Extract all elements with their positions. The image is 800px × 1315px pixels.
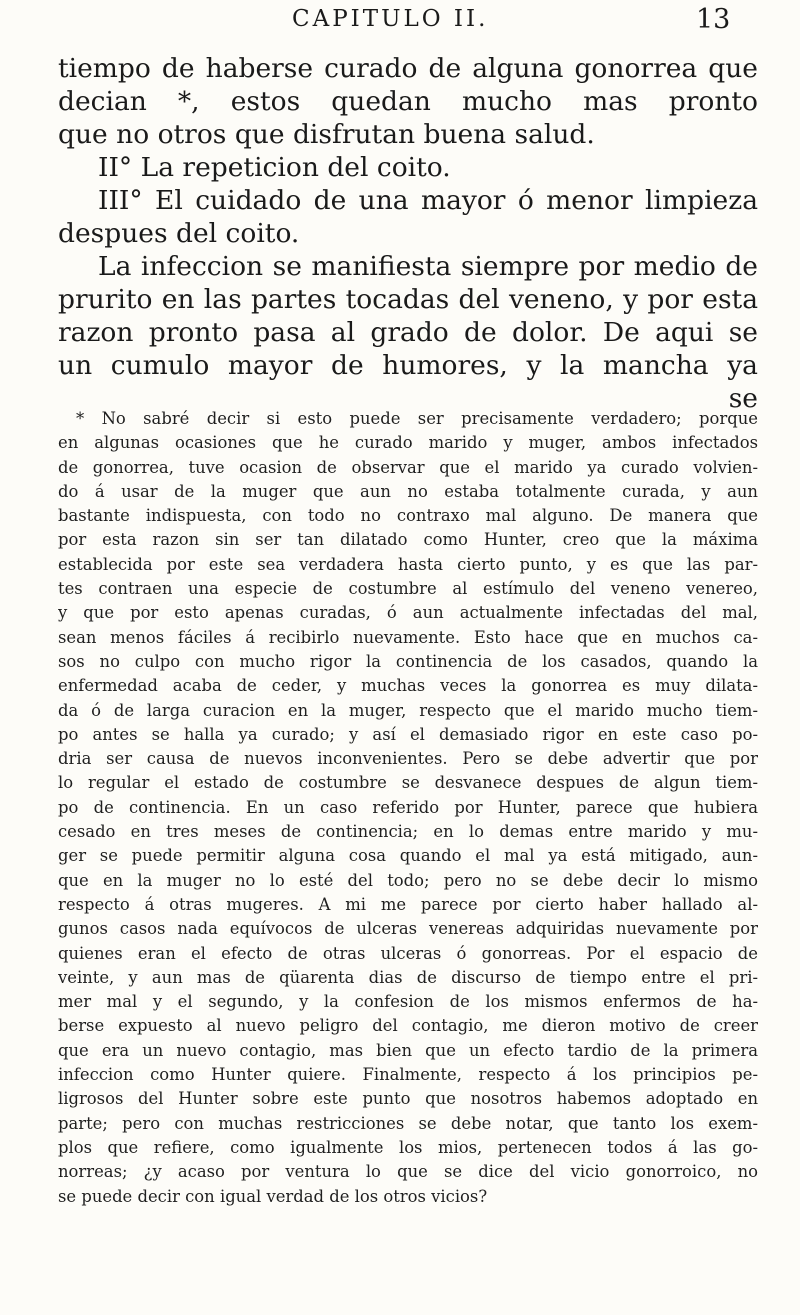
footnote-line: se puede decir con igual verdad de los otros vicios?: [58, 1186, 488, 1206]
text-line: tiempo de haberse curado de alguna gonorrea que: [58, 53, 758, 84]
text-line: prurito en las partes tocadas del veneno, y por esta: [58, 284, 758, 315]
footnote-line: y que por esto apenas curadas, ó aun actualmente infectadas del mal,: [58, 603, 758, 623]
text-line: II° La repeticion del coito.: [98, 152, 451, 183]
footnote-line: plos que refiere, como igualmente los mios, pertenecen todos á las go-: [58, 1137, 758, 1157]
footnote-line: parte; pero con muchas restricciones se debe notar, que tanto los exem-: [58, 1113, 758, 1133]
footnote-line: infeccion como Hunter quiere. Finalmente, respecto á los principios pe-: [58, 1065, 758, 1085]
text-line: despues del coito.: [58, 218, 300, 249]
main-text-body: [58, 52, 758, 415]
footnote-line: do á usar de la muger que aun no estaba totalmente curada, y aun: [58, 481, 758, 501]
footnote-line: * No sabré decir si esto puede ser precisamente verdadero; porque: [76, 409, 758, 428]
footnote-line: po de continencia. En un caso referido por Hunter, parece que hubiera: [58, 797, 758, 817]
footnote-line: norreas; ¿y acaso por ventura lo que se dice del vicio gonorroico, no: [58, 1162, 758, 1182]
text-line: La infeccion se manifiesta siempre por medio de: [98, 251, 758, 282]
footnote-line: cesado en tres meses de continencia; en lo demas entre marido y mu-: [58, 822, 758, 842]
footnote-line: lo regular el estado de costumbre se desvanece despues de algun tiem-: [58, 773, 758, 793]
footnote-line: establecida por este sea verdadera hasta cierto punto, y es que las par-: [58, 554, 758, 574]
footnote-line: tes contraen una especie de costumbre al estímulo del veneno venereo,: [58, 579, 758, 599]
footnote-line: ligrosos del Hunter sobre este punto que nosotros habemos adoptado en: [58, 1089, 758, 1109]
page-number: 13: [696, 4, 731, 35]
footnote-line: que era un nuevo contagio, mas bien que un efecto tardio de la primera: [58, 1040, 758, 1060]
running-head: CAPITULO II.: [292, 6, 489, 32]
text-line: III° El cuidado de una mayor ó menor limpieza: [98, 185, 758, 216]
catchword: se: [728, 383, 758, 414]
footnote-line: bastante indispuesta, con todo no contraxo mal alguno. De manera que: [58, 506, 758, 526]
footnote: [58, 407, 758, 1209]
page-header: [0, 4, 800, 50]
text-line: un cumulo mayor de humores, y la mancha ya: [58, 350, 758, 381]
footnote-line: respecto á otras mugeres. A mi me parece por cierto haber hallado al-: [58, 894, 758, 914]
footnote-line: enfermedad acaba de ceder, y muchas veces la gonorrea es muy dilata-: [58, 676, 758, 696]
footnote-line: quienes eran el efecto de otras ulceras ó gonorreas. Por el espacio de: [58, 943, 758, 963]
text-line: decian *, estos quedan mucho mas pronto: [58, 86, 758, 117]
footnote-line: po antes se halla ya curado; y así el demasiado rigor en este caso po-: [58, 724, 758, 744]
footnote-line: sos no culpo con mucho rigor la continencia de los casados, quando la: [58, 651, 758, 671]
footnote-line: gunos casos nada equívocos de ulceras venereas adquiridas nuevamente por: [58, 919, 758, 939]
footnote-line: en algunas ocasiones que he curado marido y muger, ambos infectados: [58, 433, 758, 453]
footnote-line: por esta razon sin ser tan dilatado como Hunter, creo que la máxima: [58, 530, 758, 550]
footnote-line: sean menos fáciles á recibirlo nuevamente. Esto hace que en muchos ca-: [58, 627, 758, 647]
text-line: razon pronto pasa al grado de dolor. De aqui se: [58, 317, 758, 348]
footnote-line: berse expuesto al nuevo peligro del contagio, me dieron motivo de creer: [58, 1016, 758, 1036]
footnote-line: de gonorrea, tuve ocasion de observar que el marido ya curado volvien-: [58, 457, 758, 477]
footnote-line: ger se puede permitir alguna cosa quando el mal ya está mitigado, aun-: [58, 846, 758, 866]
footnote-line: veinte, y aun mas de qüarenta dias de discurso de tiempo entre el pri-: [58, 967, 758, 987]
text-line: que no otros que disfrutan buena salud.: [58, 119, 595, 150]
footnote-line: dria ser causa de nuevos inconvenientes. Pero se debe advertir que por: [58, 749, 758, 769]
footnote-line: que en la muger no lo esté del todo; pero no se debe decir lo mismo: [58, 870, 758, 890]
footnote-line: da ó de larga curacion en la muger, respecto que el marido mucho tiem-: [58, 700, 758, 720]
footnote-line: mer mal y el segundo, y la confesion de los mismos enfermos de ha-: [58, 992, 758, 1012]
